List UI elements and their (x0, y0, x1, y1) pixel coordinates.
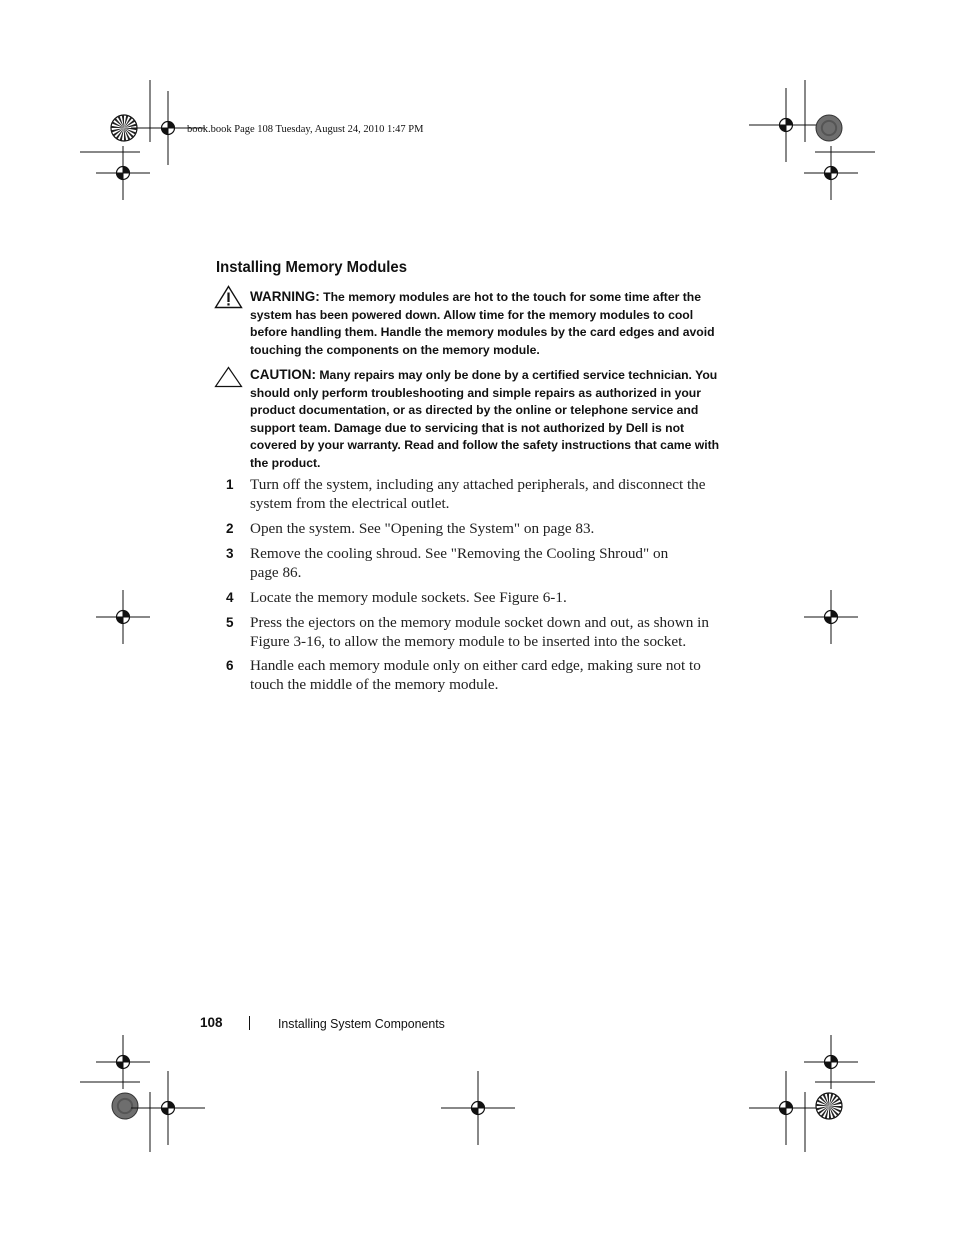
crosshair-mark (96, 1035, 150, 1089)
caution-notice (250, 366, 720, 472)
chapter-title: Installing System Components (278, 1016, 445, 1031)
gray-density-mark (112, 1093, 138, 1119)
crosshair-mark (804, 146, 858, 200)
step-number: 2 (226, 521, 234, 536)
footer-divider (249, 1016, 250, 1030)
page-number: 108 (200, 1015, 223, 1030)
crosshair-mark (441, 1071, 515, 1145)
crosshair-mark (749, 88, 823, 162)
step-text: Press the ejectors on the memory module socket down and out, as shown in Figure 3-16, to allow the memory module to be inserted into the socket. (250, 614, 709, 650)
warning-notice (250, 288, 720, 359)
caution-triangle-icon (214, 366, 243, 388)
crosshair-mark (96, 146, 150, 200)
warning-label: WARNING: (250, 289, 320, 304)
gray-density-mark (816, 115, 842, 141)
step-number: 5 (226, 615, 234, 630)
step-text: Locate the memory module sockets. See Figure 6-1. (250, 589, 567, 606)
warning-text: The memory modules are hot to the touch for some time after the system has been powered down. Allow time for the memory modules to cool before handling them. Handle the memory modules by the card edges and avoid touching the components on the memory module. (250, 290, 715, 357)
step-number: 4 (226, 590, 234, 605)
warning-triangle-icon (214, 285, 243, 309)
step-number: 3 (226, 546, 234, 561)
caution-text: Many repairs may only be done by a certified service technician. You should only perform troubleshooting and simple repairs as authorized in your product documentation, or as directed by the online or telephone service and support team. Damage due to servicing that is not authorized by Dell is not covered by your warranty. Read and follow the safety instructions that came with the product. (250, 368, 720, 470)
crosshair-mark (804, 1035, 858, 1089)
step-text: Remove the cooling shroud. See "Removing the Cooling Shroud" on page 86. (250, 545, 669, 581)
crosshair-mark (96, 590, 150, 644)
caution-label: CAUTION: (250, 367, 316, 382)
print-header: book.book Page 108 Tuesday, August 24, 2010 1:47 PM (187, 124, 424, 135)
step-number: 6 (226, 658, 234, 673)
section-title: Installing Memory Modules (216, 259, 407, 276)
crosshair-mark (131, 1071, 205, 1145)
step-text: Turn off the system, including any attached peripherals, and disconnect the system from the electrical outlet. (250, 476, 706, 512)
step-text: Handle each memory module only on either card edge, making sure not to touch the middle of the memory module. (250, 657, 701, 693)
step-text: Open the system. See "Opening the System" on page 83. (250, 520, 595, 537)
step-number: 1 (226, 477, 234, 492)
crosshair-mark (804, 590, 858, 644)
crosshair-mark (749, 1071, 823, 1145)
starburst-mark (816, 1093, 842, 1119)
